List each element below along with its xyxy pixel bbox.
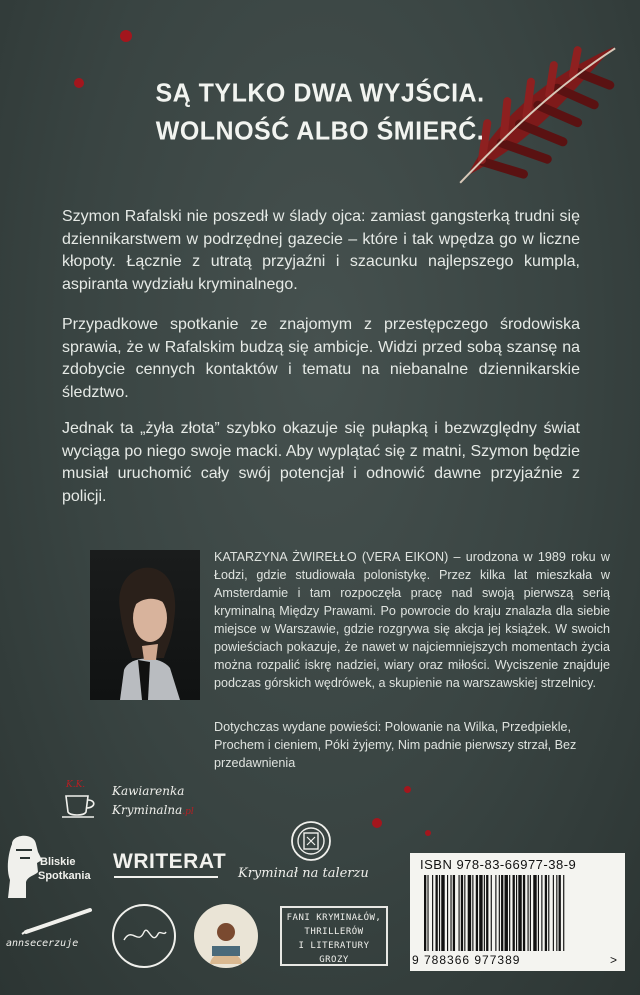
barcode-bar — [432, 875, 433, 951]
barcode-bar — [491, 875, 492, 951]
barcode-bar — [523, 875, 525, 951]
barcode-bar — [541, 875, 542, 951]
barcode-bar — [509, 875, 510, 951]
barcode-bar — [464, 875, 465, 951]
author-bio: KATARZYNA ŻWIREŁŁO (VERA EIKON) – urodzona w 1989 roku w Łodzi, gdzie studiowała polonistykę. Przez kilka lat mieszkała w Amsterdamie i tam rozpoczęła pracę nad swoją pierwszą serią kryminalną Między Prawami. Po powrocie do kraju znalazła dla siebie miejsce w Warszawie, gdzie rozgrywa się akcja jej książek. W swoich powieściach pokazuje, że nawet w najciemniejszych momentach życia można rozpalić iskrę nadziei, wiary oraz miłości. Wyciszenie znajduje podczas górskich wędrówek, a skupienie na warszawskiej strzelnicy. — [214, 550, 610, 690]
barcode-bar — [530, 875, 531, 951]
tagline-line-1: SĄ TYLKO DWA WYJŚCIA. — [155, 78, 485, 108]
barcode-bar — [533, 875, 536, 951]
fani-line-1: FANI KRYMINAŁÓW, — [286, 913, 382, 923]
tagline-line-2: WOLNOŚĆ ALBO ŚMIERĆ. — [155, 116, 485, 146]
fani-line-2: THRILLERÓW — [304, 927, 364, 937]
barcode-bar — [468, 875, 471, 951]
blood-drop — [120, 30, 132, 42]
author-photo — [90, 550, 200, 700]
bliskie-line-2: Spotkania — [38, 870, 91, 882]
kryminal-na-talerzu-logo: Kryminał na talerzu — [238, 866, 369, 881]
barcode-bar — [447, 875, 448, 951]
barcode-bar — [556, 875, 557, 951]
blurb-paragraph-2: Przypadkowe spotkanie ze znajomym z przestępczego środowiska sprawia, że w Rafalskim budzą się ambicje. Widzi przed sobą szansę na zdobycie cennych kontaktów i tematu na niebanalne dziennikarskie śledztwo. — [62, 316, 580, 401]
bliskie-spotkania-logo — [4, 830, 99, 898]
barcode-bar — [513, 875, 515, 951]
barcode-bar — [518, 875, 521, 951]
barcode-bar — [441, 875, 444, 951]
barcode-bar — [559, 875, 561, 951]
writerat-underline — [114, 876, 218, 878]
barcode-bar — [505, 875, 508, 951]
barcode-bar — [484, 875, 485, 951]
barcode-bar — [461, 875, 463, 951]
barcode-bar — [459, 875, 460, 951]
blurb-paragraph-1: Szymon Rafalski nie poszedł w ślady ojca: zamiast gangsterką trudni się dziennikarstwem w podrzędnej gazecie – które i tak wpędza go w liczne kłopoty. Łącznie z utratą przyjaźni i szacunku najlepszego kumpla, aspiranta wydziału kryminalnego. — [62, 208, 580, 293]
author-books: Dotychczas wydane powieści: Polowanie na Wilka, Przedpiekle, Prochem i cieniem, Póki żyjemy, Nim padnie pierwszy strzał, Bez przedawnienia — [214, 720, 577, 770]
kawiarenka-line-1: Kawiarenka — [112, 784, 185, 798]
barcode-bar — [436, 875, 438, 951]
signature-circle-logo — [110, 902, 178, 970]
barcode-bar — [499, 875, 500, 951]
barcode-bars — [424, 875, 612, 955]
barcode-bar — [553, 875, 554, 951]
kawiarenka-logo — [62, 780, 212, 825]
barcode-bar — [516, 875, 517, 951]
barcode-bar — [545, 875, 547, 951]
annsecerzuje-logo: annsecerzuje — [6, 938, 79, 949]
blurb-paragraph-3: Jednak ta „żyła złota” szybko okazuje się pułapką i bezwzględny świat wyciąga po niego swoje macki. Aby wyplątać się z matni, Szymon będzie musiał uruchomić cały swój potencjał i odnowić dawne przyjaźnie z policji. — [62, 420, 580, 505]
isbn-barcode — [410, 853, 625, 971]
kawiarenka-suffix: .pl — [182, 807, 194, 817]
barcode-bar — [453, 875, 455, 951]
barcode-bar — [563, 875, 564, 951]
barcode-bar — [548, 875, 549, 951]
barcode-bar — [424, 875, 426, 951]
barcode-bar — [495, 875, 496, 951]
blood-drop — [425, 830, 431, 836]
isbn-label: ISBN 978-83-66977-38-9 — [420, 857, 577, 872]
fani-kryminalow-logo — [280, 906, 388, 966]
pen-icon — [20, 906, 100, 936]
reader-portrait-logo — [192, 902, 260, 970]
bliskie-line-1: Bliskie — [40, 856, 76, 868]
isbn-end-mark: > — [610, 953, 618, 967]
barcode-bar — [486, 875, 488, 951]
fani-line-3: I LITERATURY GROZY — [298, 941, 370, 965]
kawiarenka-line-2: Kryminalna — [112, 803, 183, 817]
plate-book-icon — [290, 820, 332, 862]
barcode-bar — [472, 875, 473, 951]
tagline — [0, 74, 640, 150]
blood-drop — [372, 818, 382, 828]
barcode-bar — [427, 875, 428, 951]
barcode-bar — [479, 875, 482, 951]
barcode-bar — [476, 875, 478, 951]
isbn-digits: 9 788366 977389 — [412, 953, 521, 967]
head-silhouette-icon — [4, 830, 44, 898]
barcode-bar — [528, 875, 529, 951]
barcode-bar — [450, 875, 451, 951]
blood-drop — [404, 786, 411, 793]
writerat-logo: WRITERAT — [113, 850, 227, 873]
kawiarenka-initials: K.K. — [66, 780, 86, 790]
coffee-cup-icon — [62, 792, 100, 820]
barcode-bar — [501, 875, 503, 951]
barcode-bar — [439, 875, 440, 951]
kawiarenka-line-2-wrap — [112, 803, 194, 817]
barcode-bar — [538, 875, 539, 951]
